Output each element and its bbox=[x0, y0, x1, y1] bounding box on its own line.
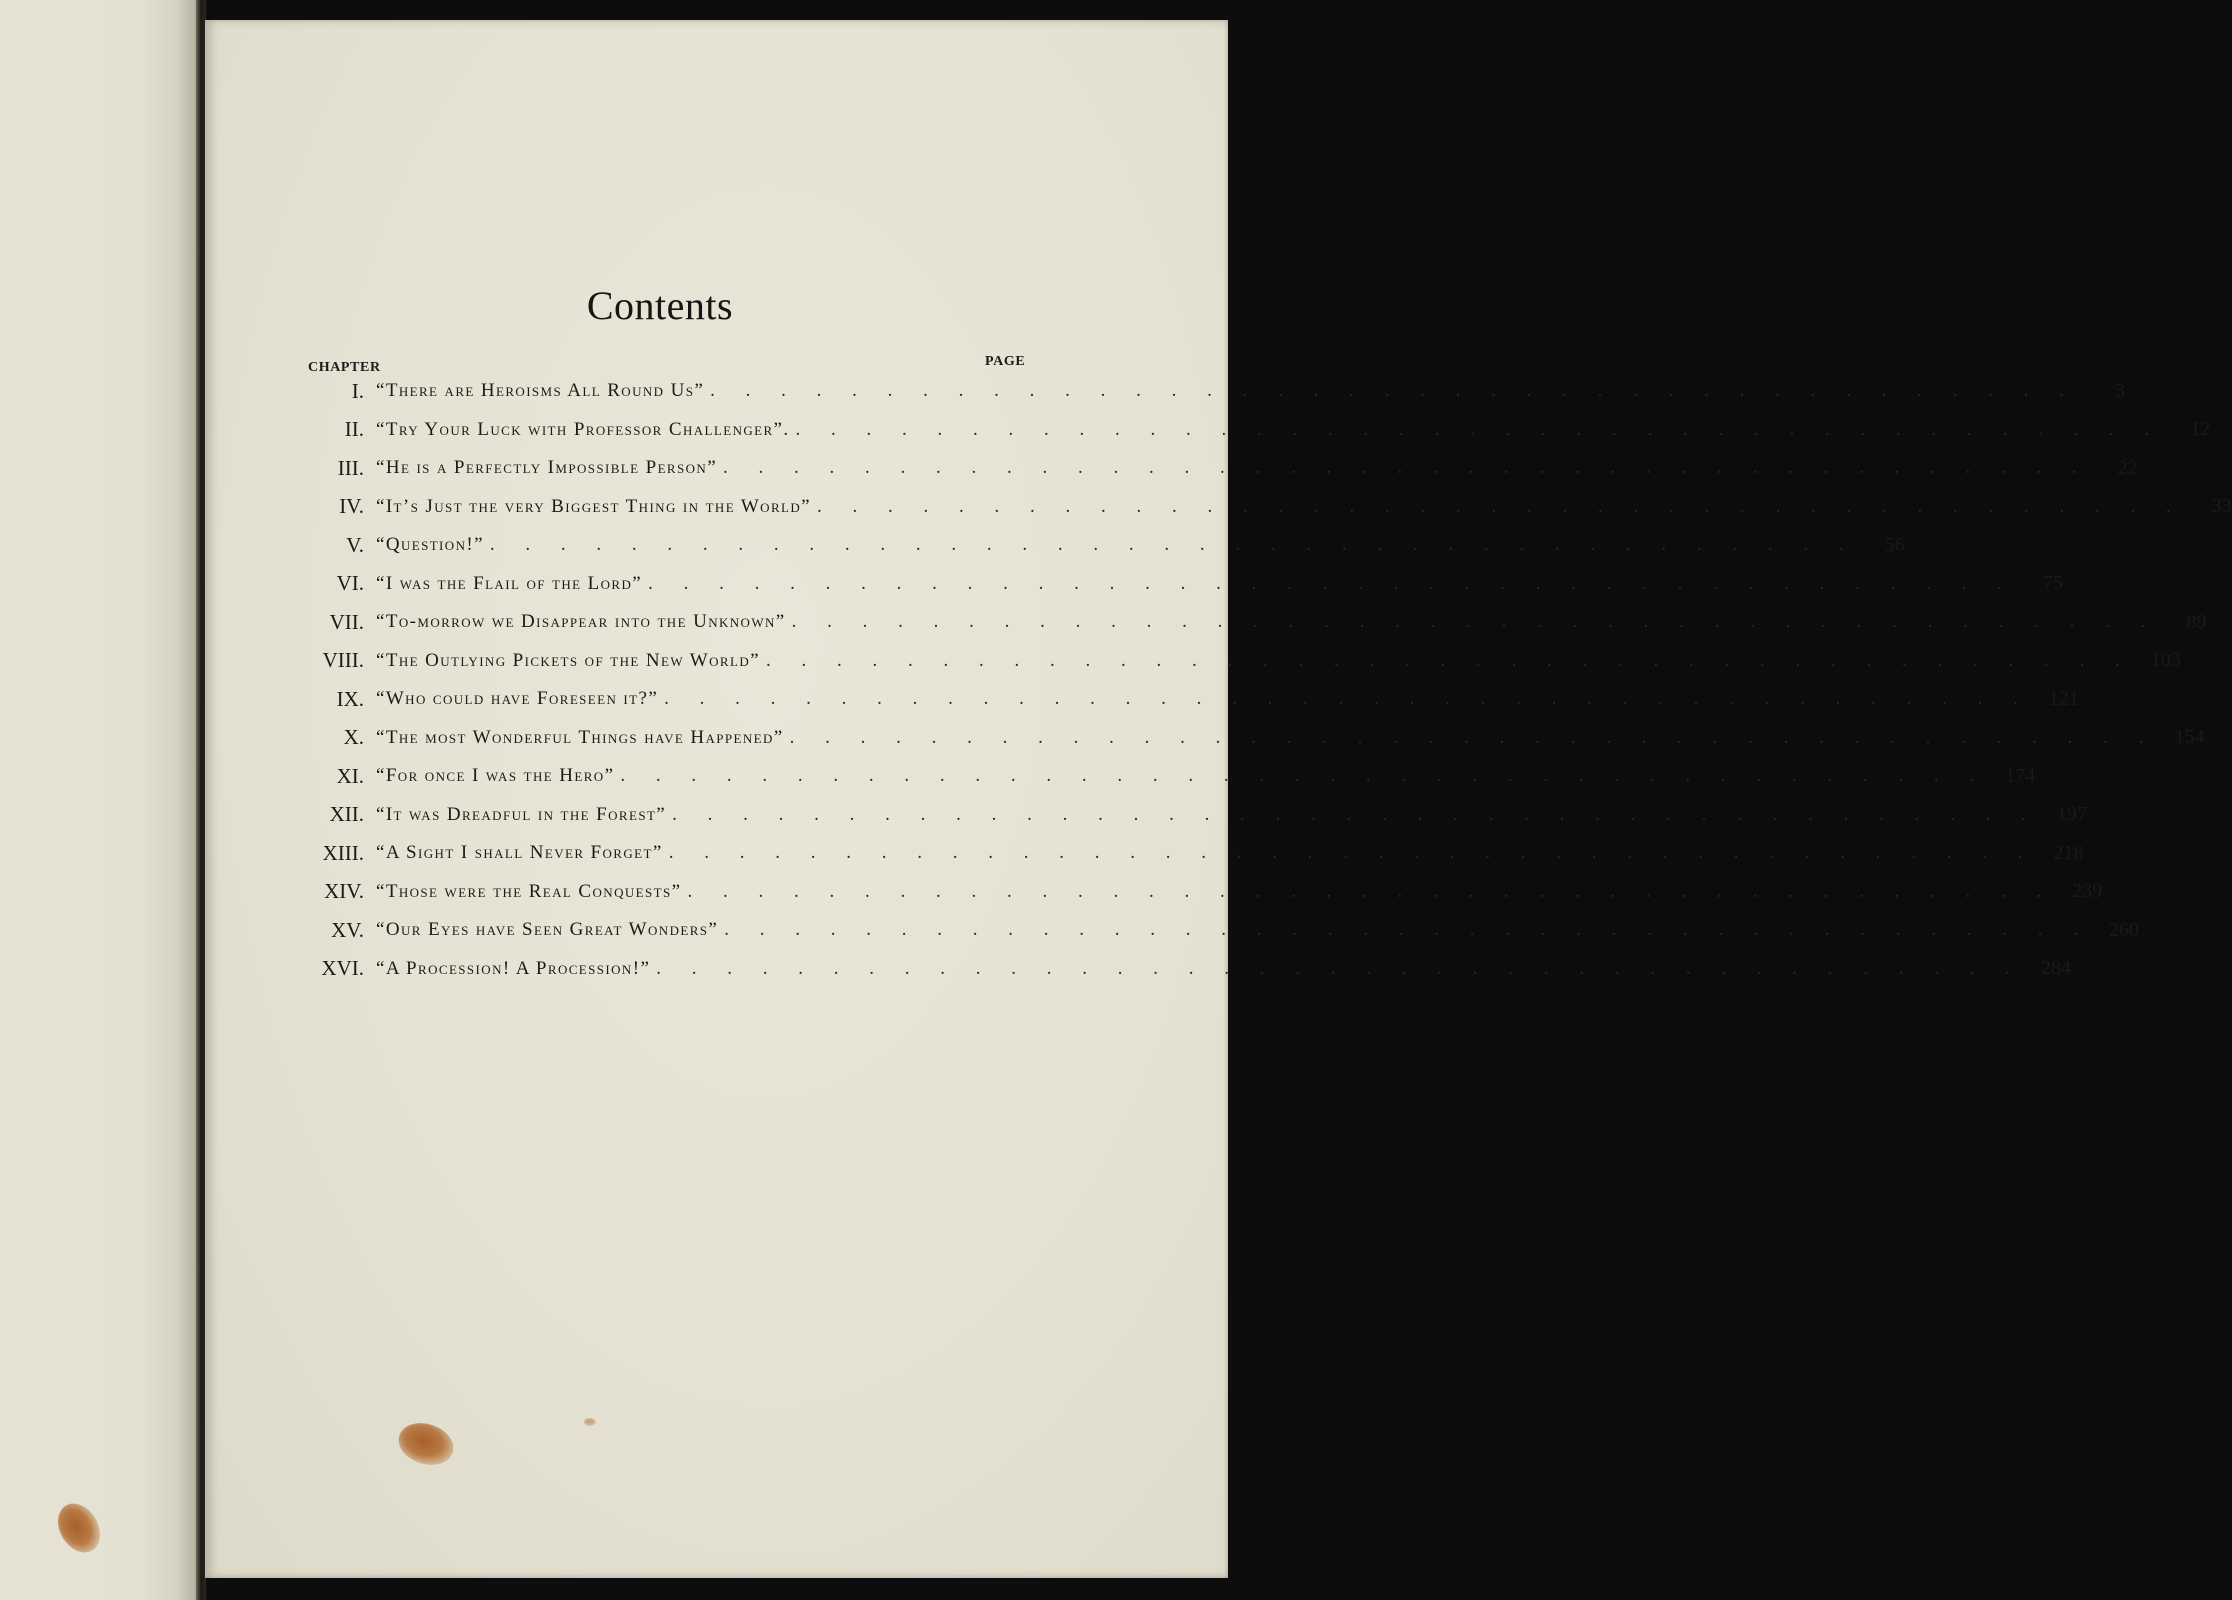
page-number: 239 bbox=[2072, 880, 2103, 903]
toc-row bbox=[300, 796, 2087, 835]
page-title: Contents bbox=[586, 283, 734, 328]
stain bbox=[584, 1418, 596, 1426]
chapter-title: “For once I was the Hero” bbox=[376, 765, 615, 787]
page-number: 154 bbox=[2174, 726, 2205, 749]
toc-row bbox=[300, 603, 2207, 642]
chapter-title: “Who could have Foreseen it?” bbox=[376, 688, 659, 710]
dot-leader: . . . . . . . . . . . . . . . . . . . . . . . . . . . . . . . . . . . . . . . bbox=[664, 688, 2031, 710]
toc-row bbox=[300, 526, 1905, 565]
page-number: 22 bbox=[2117, 456, 2138, 479]
toc-row bbox=[300, 642, 2181, 681]
dot-leader: . . . . . . . . . . . . . . . . . . . . . . . . . . . . . . . . . . . . . . . bbox=[710, 380, 2077, 402]
chapter-title: “There are Heroisms All Round Us” bbox=[376, 380, 705, 402]
dot-leader: . . . . . . . . . . . . . . . . . . . . . . . . . . . . . . . . . . . . . . . bbox=[795, 418, 2163, 440]
chapter-number: XI. bbox=[336, 763, 364, 788]
chapter-number: VII. bbox=[329, 609, 364, 634]
toc-row bbox=[300, 565, 2063, 604]
dot-leader: . . . . . . . . . . . . . . . . . . . . . . . . . . . . . . . . . . . . . . . bbox=[620, 765, 1988, 787]
page-number: 33 bbox=[2211, 495, 2232, 518]
page-number: 12 bbox=[2190, 418, 2211, 441]
dot-leader: . . . . . . . . . . . . . . . . . . . . . . . . . . . . . . . . . . . . . . . bbox=[668, 842, 2036, 864]
chapter-title: “A Sight I shall Never Forget” bbox=[376, 842, 663, 864]
page-number: 75 bbox=[2042, 572, 2063, 595]
chapter-title: “A Procession! A Procession!” bbox=[376, 957, 651, 979]
stain bbox=[50, 1496, 109, 1560]
dot-leader: . . . . . . . . . . . . . . . . . . . . . . . . . . . . . . . . . . . . . . . bbox=[791, 611, 2159, 633]
toc-row bbox=[300, 488, 2232, 527]
left-page bbox=[0, 0, 200, 1600]
chapter-number: IX. bbox=[336, 686, 364, 711]
chapter-number: XV. bbox=[331, 917, 364, 942]
dot-leader: . . . . . . . . . . . . . . . . . . . . . . . . . . . . . . . . . . . . . . . bbox=[489, 534, 1857, 556]
toc-row bbox=[300, 834, 2084, 873]
toc-row bbox=[300, 757, 2036, 796]
toc-row bbox=[300, 680, 2079, 719]
page-number: 218 bbox=[2053, 841, 2084, 864]
dot-leader: . . . . . . . . . . . . . . . . . . . . . . . . . . . . . . . . . . . . . . . bbox=[648, 572, 2015, 594]
table-of-contents bbox=[300, 372, 2232, 988]
chapter-number: XVI. bbox=[321, 956, 364, 981]
chapter-number: IV. bbox=[339, 494, 364, 519]
chapter-title: “I was the Flail of the Lord” bbox=[376, 572, 643, 594]
chapter-title: “The most Wonderful Things have Happened” bbox=[376, 726, 784, 748]
chapter-number: I. bbox=[351, 378, 364, 403]
page-number: 197 bbox=[2056, 803, 2087, 826]
page-number: 121 bbox=[2048, 687, 2079, 710]
toc-row bbox=[300, 411, 2211, 450]
toc-row bbox=[300, 719, 2205, 758]
chapter-number: III. bbox=[337, 455, 364, 480]
toc-row bbox=[300, 911, 2139, 950]
chapter-title: “He is a Perfectly Impossible Person” bbox=[376, 457, 718, 479]
page-number: 56 bbox=[1884, 533, 1905, 556]
page-number: 3 bbox=[2114, 379, 2125, 402]
page-number: 174 bbox=[2005, 764, 2036, 787]
dot-leader: . . . . . . . . . . . . . . . . . . . . . . . . . . . . . . . . . . . . . . . bbox=[723, 457, 2090, 479]
chapter-column-label: CHAPTER bbox=[308, 360, 381, 375]
chapter-number: II. bbox=[344, 417, 364, 442]
page-number: 89 bbox=[2186, 610, 2207, 633]
chapter-title: “It was Dreadful in the Forest” bbox=[376, 803, 667, 825]
chapter-title: “To-morrow we Disappear into the Unknown” bbox=[376, 611, 786, 633]
chapter-title: “Try Your Luck with Professor Challenger”. bbox=[376, 418, 790, 440]
dot-leader: . . . . . . . . . . . . . . . . . . . . . . . . . . . . . . . . . . . . . . . bbox=[817, 495, 2184, 517]
chapter-title: “Our Eyes have Seen Great Wonders” bbox=[376, 919, 719, 941]
toc-row bbox=[300, 449, 2138, 488]
dot-leader: . . . . . . . . . . . . . . . . . . . . . . . . . . . . . . . . . . . . . . . bbox=[789, 726, 2157, 748]
chapter-title: “Those were the Real Conquests” bbox=[376, 880, 682, 902]
toc-row bbox=[300, 950, 2072, 989]
chapter-number: V. bbox=[346, 532, 364, 557]
page-number: 260 bbox=[2109, 918, 2139, 941]
chapter-title: “Question!” bbox=[376, 534, 484, 556]
chapter-number: XIV. bbox=[324, 879, 364, 904]
chapter-number: XII. bbox=[329, 802, 364, 827]
chapter-number: VI. bbox=[336, 571, 364, 596]
chapter-title: “It’s Just the very Biggest Thing in the World” bbox=[376, 495, 811, 517]
toc-row bbox=[300, 873, 2103, 912]
chapter-number: XIII. bbox=[322, 840, 364, 865]
page-number: 103 bbox=[2150, 649, 2181, 672]
dot-leader: . . . . . . . . . . . . . . . . . . . . . . . . . . . . . . . . . . . . . . . bbox=[687, 880, 2055, 902]
dot-leader: . . . . . . . . . . . . . . . . . . . . . . . . . . . . . . . . . . . . . . . bbox=[765, 649, 2133, 671]
dot-leader: . . . . . . . . . . . . . . . . . . . . . . . . . . . . . . . . . . . . . . . bbox=[672, 803, 2039, 825]
dot-leader: . . . . . . . . . . . . . . . . . . . . . . . . . . . . . . . . . . . . . . . bbox=[656, 957, 2024, 979]
page-number: 284 bbox=[2041, 957, 2072, 980]
dot-leader: . . . . . . . . . . . . . . . . . . . . . . . . . . . . . . . . . . . . . . . bbox=[724, 919, 2091, 941]
toc-row bbox=[300, 372, 2125, 411]
chapter-number: X. bbox=[343, 725, 364, 750]
chapter-number: VIII. bbox=[322, 648, 364, 673]
page-column-label: PAGE bbox=[985, 354, 1026, 369]
chapter-title: “The Outlying Pickets of the New World” bbox=[376, 649, 760, 671]
